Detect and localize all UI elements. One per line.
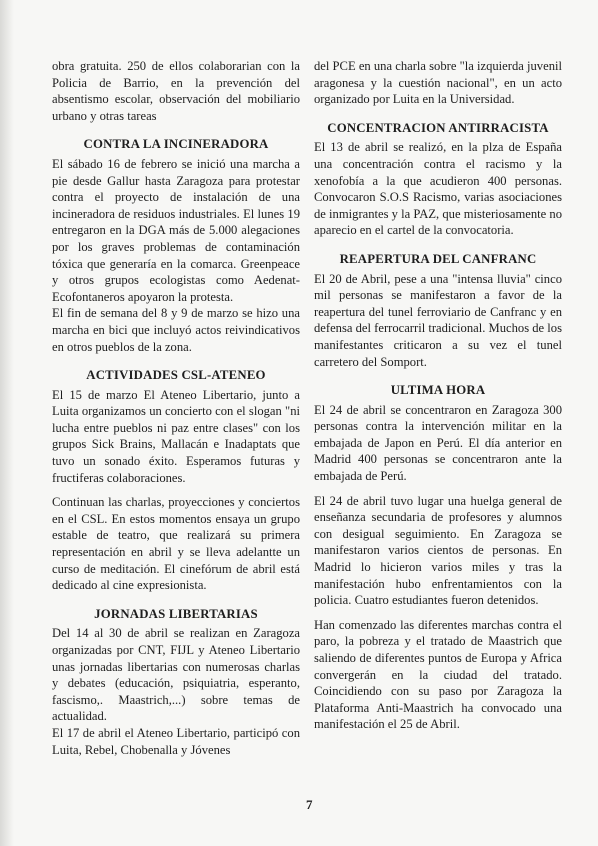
right-column <box>314 58 562 741</box>
actividades-paragraph-2: Continuan las charlas, proyecciones y conciertos en el CSL. En estos momentos ensaya un grupo estable de teatro, que realizará su primera representación en abril y se lleva adelantte un curso de meditación. El cinefórum de abril está dedicado al cine expresionista. <box>52 495 300 593</box>
actividades-paragraph-1: El 15 de marzo El Ateneo Libertario, junto a Luita organizamos un concierto con el slogan "ni lucha entre pueblos ni paz entre clases" con los grupos Sick Brains, Mallacán e Inadaptats que tuvo un sonado éxito. Esperamos futuras y fructiferas colaboraciones. <box>52 387 300 485</box>
right-intro-paragraph: del PCE en una charla sobre "la izquierda juvenil aragonesa y la cuestión nacional", en un acto organizado por Luita en la Universidad. <box>314 59 562 107</box>
ultima-hora-paragraph-3: Han comenzado las diferentes marchas contra el paro, la pobreza y el tratado de Maastrich que saliendo de diferentes puntos de Europa y Africa convergerán en la ciudad del tratado. Coincidiendo con su paso por Zaragoza la Plataforma Anti-Maastrich ha convocado una manifestación el 25 de Abril. <box>314 617 562 732</box>
canfranc-paragraph: El 20 de Abril, pese a una "intensa lluvia" cinco mil personas se manifestaron a favor de la reapertura del tunel ferroviario de Canfranc y en defensa del ferrocarril tradicional. Muchos de los manifestantes criticaron a su vez el tunel carretero del Somport. <box>314 271 562 369</box>
section-title-antirracista: CONCENTRACION ANTIRRACISTA <box>327 120 549 135</box>
jornadas-paragraph-2: El 17 de abril el Ateneo Libertario, participó con Luita, Rebel, Chobenalla y Jóvenes <box>52 725 300 757</box>
left-intro-paragraph: obra gratuita. 250 de ellos colaborarian con la Policia de Barrio, en la prevención del absentismo escolar, observación del mobiliario urbano y otras tareas <box>52 59 300 123</box>
page-edge-shadow <box>0 0 14 846</box>
section-title-ultima-hora: ULTIMA HORA <box>390 383 486 398</box>
incineradora-paragraph-2: El fin de semana del 8 y 9 de marzo se hizo una marcha en bici que incluyó actos reivindicativos en otros pueblos de la zona. <box>52 306 300 354</box>
incineradora-paragraph-1: El sábado 16 de febrero se inició una marcha a pie desde Gallur hasta Zaragoza para protestar contra el proyecto de instalación de una incineradora de residuos industriales. El lunes 19 entregaron en la DGA más de 5.000 alegaciones por los graves problemas de contaminación tóxica que generaría en la comarca. Greenpeace y otros grupos ecologistas como Aedenat-Ecofontaneros apoyaron la protesta. <box>52 156 300 304</box>
section-title-actividades: ACTIVIDADES CSL-ATENEO <box>86 368 266 383</box>
ultima-hora-paragraph-1: El 24 de abril se concentraron en Zaragoza 300 personas contra la intervención militar en la embajada de Japon en Perú. El día anterior en Madrid 400 personas se concentraron ante la embajada de Perú. <box>314 402 562 484</box>
page-number: 7 <box>306 797 313 812</box>
antirracista-paragraph: El 13 de abril se realizó, en la plza de España una concentración contra el racismo y la xenofobía a la que acudieron 400 personas. Convocaron S.O.S Racismo, varias asociaciones de inmigrantes y la PAZ, que misteriosamente no aparecio en el cartel de la convocatoria. <box>314 140 562 238</box>
left-column <box>52 58 300 766</box>
section-title-jornadas: JORNADAS LIBERTARIAS <box>94 606 258 621</box>
section-title-incineradora: CONTRA LA INCINERADORA <box>83 137 269 152</box>
jornadas-paragraph-1: Del 14 al 30 de abril se realizan en Zaragoza organizadas por CNT, FIJL y Ateneo Libertario unas jornadas libertarias con numerosas charlas y debates (educación, psiquiatria, esperanto, fascismo,. Maastrich,...) sobre temas de actualidad. <box>52 626 300 724</box>
section-title-canfranc: REAPERTURA DEL CANFRANC <box>339 251 537 266</box>
ultima-hora-paragraph-2: El 24 de abril tuvo lugar una huelga general de enseñanza secundaria de profesores y alumnos con desigual seguimiento. En Zaragoza se manifestaron varios cientos de personas. En Madrid lo hicieron varios miles y tras la manifestación hubo enfrentamientos con la policia. Cuatro estudiantes fueron detenidos. <box>314 493 562 608</box>
